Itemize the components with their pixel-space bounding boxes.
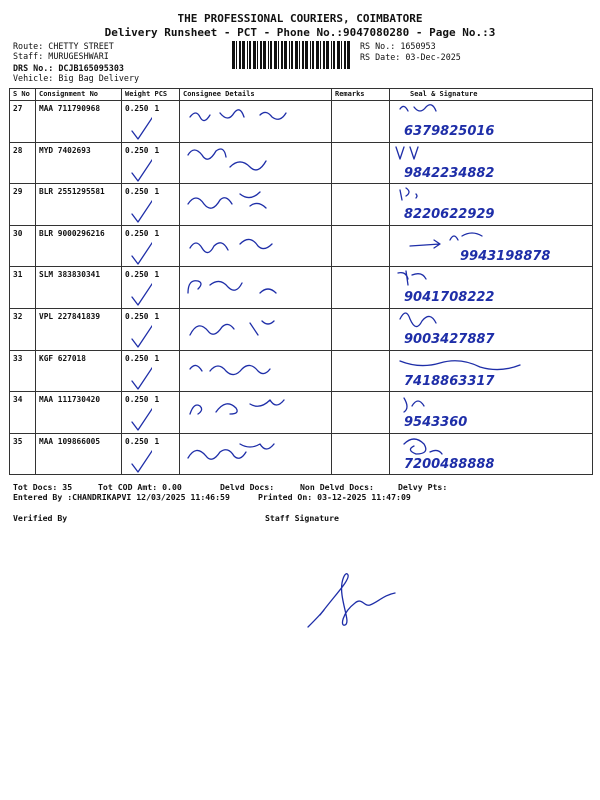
handwritten-phone-number: 7200488888	[404, 456, 495, 472]
weight-cell: 0.250	[122, 101, 152, 143]
barcode-bar	[333, 41, 335, 69]
handwritten-signature	[390, 101, 590, 141]
barcode-bar	[242, 41, 245, 69]
handwritten-phone-number: 7418863317	[404, 373, 495, 389]
handwritten-consignee-name	[180, 351, 330, 391]
barcode-bar	[239, 41, 241, 69]
non-delvd-docs: Non Delvd Docs:	[300, 482, 374, 492]
barcode-bar	[299, 41, 300, 69]
rs-date-field: RS Date: 03-Dec-2025	[360, 52, 461, 62]
handwritten-signature	[390, 309, 590, 349]
barcode-bar	[268, 41, 269, 69]
tick-mark-icon	[126, 101, 152, 141]
barcode-bar	[270, 41, 272, 69]
weight-cell: 0.250	[122, 433, 152, 475]
barcode-bar	[310, 41, 311, 69]
table-row	[10, 308, 593, 350]
table-row	[10, 184, 593, 226]
verified-by-label: Verified By	[13, 513, 68, 523]
pcs-cell: 1	[152, 433, 180, 475]
handwritten-phone-number: 8220622929	[404, 207, 495, 223]
consignee-cell	[180, 392, 332, 434]
handwritten-consignee-name	[180, 309, 330, 349]
sno-cell: 29	[10, 184, 36, 226]
pcs-cell: 1	[152, 225, 180, 267]
consignee-cell	[180, 101, 332, 143]
rs-no-field: RS No.: 1650953	[360, 41, 436, 51]
pcs-cell: 1	[152, 184, 180, 226]
entered-by: Entered By :CHANDRIKAPVI 12/03/2025 11:46:59	[13, 492, 230, 502]
col-weight: Weight	[122, 89, 152, 101]
runsheet-subtitle: Delivery Runsheet - PCT - Phone No.:9047080280 - Page No.:3	[104, 26, 496, 39]
barcode-bar	[247, 41, 248, 69]
barcode-bar	[249, 41, 251, 69]
col-sno: S No	[10, 89, 36, 101]
staff-field: Staff: MURUGESHWARI	[13, 51, 109, 61]
sno-cell: 27	[10, 101, 36, 143]
handwritten-consignee-name	[180, 392, 330, 432]
barcode-bar	[341, 41, 342, 69]
remarks-cell	[332, 184, 390, 226]
seal-signature-cell	[390, 267, 593, 309]
printed-on: Printed On: 03-12-2025 11:47:09	[258, 492, 411, 502]
consignee-cell	[180, 142, 332, 184]
weight-cell: 0.250	[122, 308, 152, 350]
weight-cell: 0.250	[122, 350, 152, 392]
handwritten-phone-number: 9842234882	[404, 165, 495, 181]
barcode-bar	[316, 41, 319, 69]
barcode-bar	[257, 41, 258, 69]
remarks-cell	[332, 101, 390, 143]
remarks-cell	[332, 433, 390, 475]
runsheet-table	[9, 88, 593, 475]
sno-cell: 28	[10, 142, 36, 184]
barcode-bar	[232, 41, 235, 69]
col-consignee: Consignee Details	[180, 89, 332, 101]
barcode-bar	[320, 41, 321, 69]
barcode-bar	[274, 41, 277, 69]
weight-cell: 0.250	[122, 392, 152, 434]
consignment-cell: MAA 109866005	[36, 433, 122, 475]
consignment-cell: MAA 111730420	[36, 392, 122, 434]
consignee-cell	[180, 350, 332, 392]
sno-cell: 30	[10, 225, 36, 267]
weight-cell: 0.250	[122, 225, 152, 267]
consignment-cell: KGF 627018	[36, 350, 122, 392]
barcode-bar	[305, 41, 308, 69]
barcode-bar	[347, 41, 350, 69]
tick-mark-icon	[126, 351, 152, 391]
sno-cell: 35	[10, 433, 36, 475]
barcode-bar	[295, 41, 298, 69]
handwritten-phone-number: 9041708222	[404, 290, 495, 306]
remarks-cell	[332, 267, 390, 309]
remarks-cell	[332, 308, 390, 350]
consignee-cell	[180, 184, 332, 226]
consignee-cell	[180, 308, 332, 350]
handwritten-consignee-name	[180, 143, 330, 183]
tick-mark-icon	[126, 143, 152, 183]
barcode-bar	[263, 41, 266, 69]
handwritten-signature	[390, 351, 590, 391]
sno-cell: 31	[10, 267, 36, 309]
tot-docs: Tot Docs: 35	[13, 482, 73, 492]
weight-cell: 0.250	[122, 142, 152, 184]
handwritten-consignee-name	[180, 267, 330, 307]
handwritten-signature	[390, 392, 590, 432]
pcs-cell: 1	[152, 267, 180, 309]
vehicle-field: Vehicle: Big Bag Delivery	[13, 73, 140, 83]
pcs-cell: 1	[152, 392, 180, 434]
barcode-bar	[289, 41, 290, 69]
barcode-bar	[260, 41, 262, 69]
sno-cell: 34	[10, 392, 36, 434]
consignment-cell: BLR 9000296216	[36, 225, 122, 267]
table-header-row	[10, 89, 593, 101]
staff-signature-scribble	[300, 565, 410, 635]
table-row	[10, 267, 593, 309]
col-remarks: Remarks	[332, 89, 390, 101]
barcode-bar	[331, 41, 332, 69]
table-row	[10, 350, 593, 392]
col-pcs: PCS	[152, 89, 180, 101]
company-title: THE PROFESSIONAL COURIERS, COIMBATORE	[177, 12, 423, 25]
handwritten-signature	[390, 267, 590, 307]
barcode-bar	[344, 41, 346, 69]
route-field: Route: CHETTY STREET	[13, 41, 114, 51]
consignee-cell	[180, 267, 332, 309]
handwritten-phone-number: 6379825016	[404, 124, 495, 139]
seal-signature-cell	[390, 101, 593, 143]
remarks-cell	[332, 350, 390, 392]
weight-cell: 0.250	[122, 184, 152, 226]
seal-signature-cell	[390, 184, 593, 226]
barcode-bar	[291, 41, 293, 69]
consignment-cell: VPL 227841839	[36, 308, 122, 350]
tick-mark-icon	[126, 267, 152, 307]
table-row	[10, 392, 593, 434]
consignee-cell	[180, 433, 332, 475]
sno-cell: 32	[10, 308, 36, 350]
handwritten-phone-number: 9943198878	[460, 248, 551, 264]
tick-mark-icon	[126, 309, 152, 349]
seal-signature-cell	[390, 142, 593, 184]
pcs-cell: 1	[152, 101, 180, 143]
barcode-bar	[281, 41, 283, 69]
consignment-cell: MAA 711790968	[36, 101, 122, 143]
handwritten-signature	[390, 143, 590, 183]
consignment-cell: SLM 383830341	[36, 267, 122, 309]
seal-signature-cell	[390, 308, 593, 350]
sno-cell: 33	[10, 350, 36, 392]
handwritten-consignee-name	[180, 226, 330, 266]
col-seal-signature: Seal & Signature	[390, 89, 593, 101]
remarks-cell	[332, 142, 390, 184]
seal-signature-cell	[390, 225, 593, 267]
handwritten-phone-number: 9543360	[404, 415, 468, 431]
consignment-cell: MYD 7402693	[36, 142, 122, 184]
table-row	[10, 142, 593, 184]
handwritten-consignee-name	[180, 434, 330, 474]
handwritten-phone-number: 9003427887	[404, 331, 495, 347]
col-consignment: Consignment No	[36, 89, 122, 101]
seal-signature-cell	[390, 433, 593, 475]
pcs-cell: 1	[152, 142, 180, 184]
tick-mark-icon	[126, 184, 152, 224]
barcode-bar	[302, 41, 304, 69]
barcode-bar	[284, 41, 287, 69]
delvd-docs: Delvd Docs:	[220, 482, 275, 492]
table-row	[10, 101, 593, 143]
pcs-cell: 1	[152, 350, 180, 392]
barcode-bar	[326, 41, 329, 69]
barcode-bar	[323, 41, 325, 69]
table-row	[10, 225, 593, 267]
handwritten-signature	[390, 226, 590, 266]
handwritten-signature	[390, 434, 590, 474]
delvy-pts: Delvy Pts:	[398, 482, 448, 492]
staff-signature-label: Staff Signature	[265, 513, 339, 523]
remarks-cell	[332, 392, 390, 434]
barcode-image	[232, 41, 354, 69]
seal-signature-cell	[390, 392, 593, 434]
tick-mark-icon	[126, 226, 152, 266]
tick-mark-icon	[126, 434, 152, 474]
barcode-bar	[278, 41, 279, 69]
consignee-cell	[180, 225, 332, 267]
weight-cell: 0.250	[122, 267, 152, 309]
tick-mark-icon	[126, 392, 152, 432]
seal-signature-cell	[390, 350, 593, 392]
remarks-cell	[332, 225, 390, 267]
pcs-cell: 1	[152, 308, 180, 350]
tot-cod: Tot COD Amt: 0.00	[98, 482, 182, 492]
handwritten-signature	[390, 184, 590, 224]
table-row	[10, 433, 593, 475]
consignment-cell: BLR 2551295581	[36, 184, 122, 226]
barcode-bar	[253, 41, 256, 69]
handwritten-consignee-name	[180, 184, 330, 224]
barcode-bar	[337, 41, 340, 69]
barcode-bar	[312, 41, 314, 69]
handwritten-consignee-name	[180, 101, 330, 141]
drs-field: DRS No.: DCJB165095303	[13, 63, 124, 73]
barcode-bar	[236, 41, 237, 69]
